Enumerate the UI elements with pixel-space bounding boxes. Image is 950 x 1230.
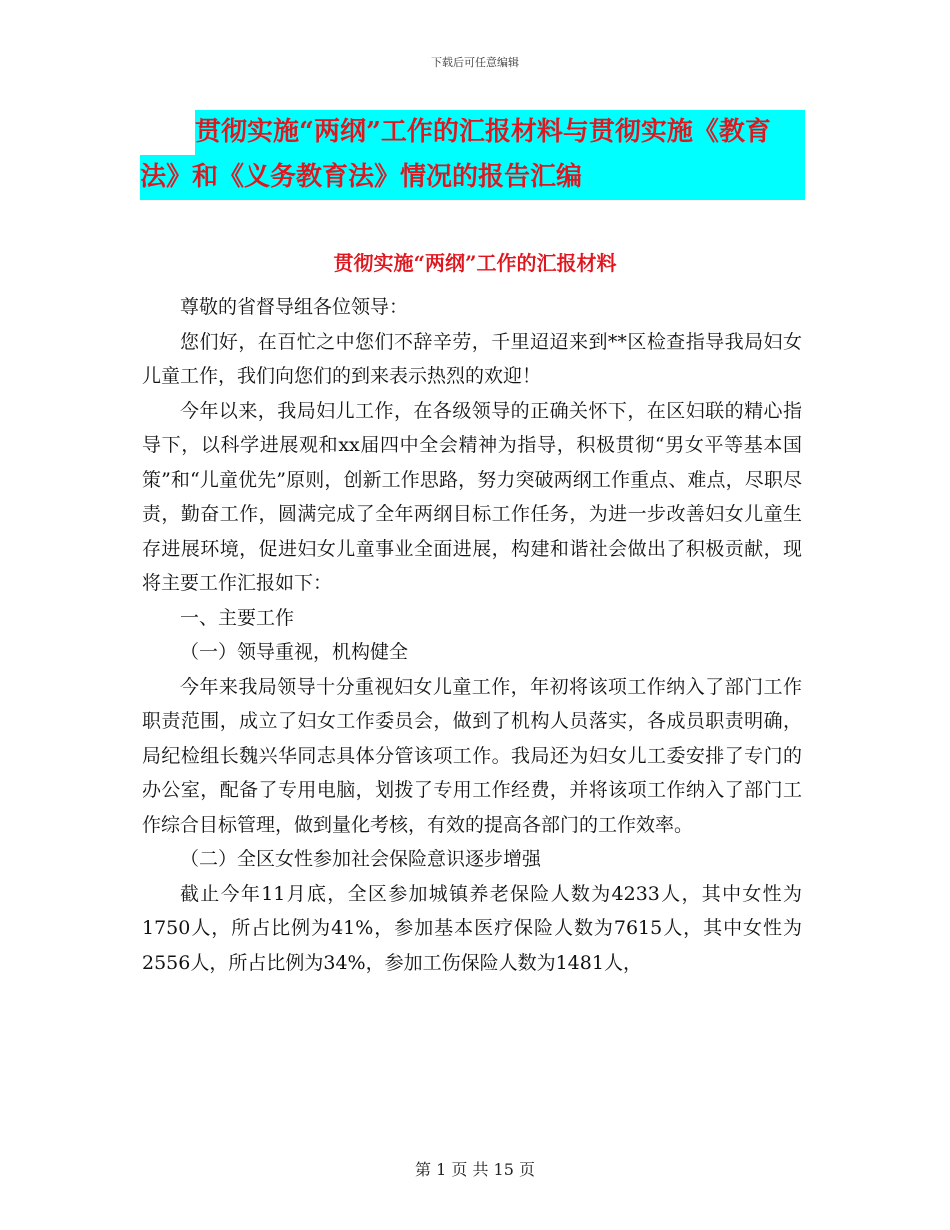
page-header-note: 下载后可任意编辑	[431, 56, 519, 69]
document-title-line-2: 法》和《义务教育法》情况的报告汇编	[140, 162, 583, 192]
page-number-footer: 第 1 页 共 15 页	[415, 1160, 535, 1179]
heading-main-work: 一、主要工作	[180, 606, 295, 629]
heading-leadership: （一）领导重视，机构健全	[180, 641, 409, 663]
paragraph-leadership: 今年来我局领导十分重视妇女儿童工作，年初将该项工作纳入了部门工作职责范围，成立了妇女工作委员会，做到了机构人员落实，各成员职责明确，局纪检组长魏兴华同志具体分管该项工作。我局还为妇女儿工委安排了专门的办公室，配备了专用电脑，划拨了专用工作经费，并将该项工作纳入了部门工作综合目标管理，做到量化考核，有效的提高各部门的工作效率。	[142, 675, 802, 836]
paragraph-intro: 今年以来，我局妇儿工作，在各级领导的正确关怀下，在区妇联的精心指导下，以科学进展观和xx届四中全会精神为指导，积极贯彻“男女平等基本国策”和“儿童优先”原则，创新工作思路，努力突破两纲工作重点、难点，尽职尽责，勤奋工作，圆满完成了全年两纲目标工作任务，为进一步改善妇女儿童生存进展环境，促进妇女儿童事业全面进展，构建和谐社会做出了积极贡献，现将主要工作汇报如下：	[142, 399, 802, 594]
document-title	[140, 110, 805, 200]
document-title-line-1: 贯彻实施“两纲”工作的汇报材料与贯彻实施《教育	[195, 117, 771, 147]
paragraph-social-insurance: 截止今年11月底，全区参加城镇养老保险人数为4233人，其中女性为1750人，所占比例为41%，参加基本医疗保险人数为7615人，其中女性为2556人，所占比例为34%，参加工伤保险人数为1481人，	[142, 882, 802, 974]
paragraph-greeting: 您们好，在百忙之中您们不辞辛劳，千里迢迢来到**区检查指导我局妇女儿童工作，我们向您们的到来表示热烈的欢迎！	[142, 330, 802, 387]
heading-social-insurance: （二）全区女性参加社会保险意识逐步增强	[180, 848, 542, 870]
body-text	[142, 290, 802, 980]
section-title: 贯彻实施“两纲”工作的汇报材料	[333, 251, 617, 275]
salutation: 尊敬的省督导组各位领导：	[180, 296, 409, 318]
